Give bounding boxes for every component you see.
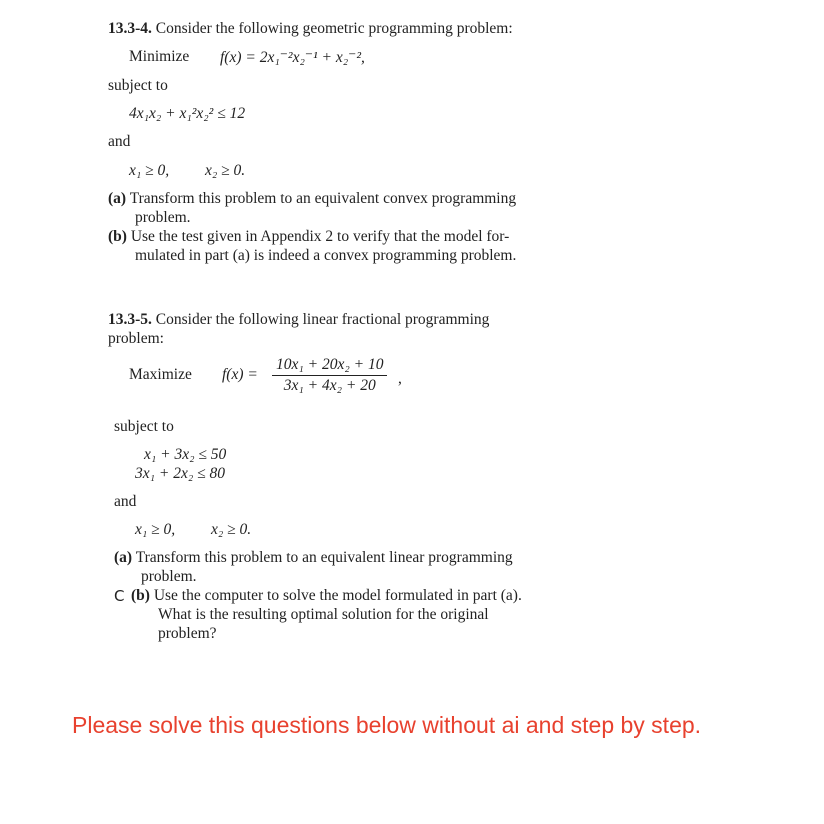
computer-tag: C bbox=[114, 587, 125, 605]
objective-function: f(x) = 2x₁⁻²x₂⁻¹ + x₂⁻², bbox=[220, 49, 365, 66]
objective-label: Minimize bbox=[129, 48, 190, 65]
and-label: and bbox=[114, 493, 137, 510]
part-a-text: Transform this problem to an equivalent convex programming bbox=[129, 190, 517, 207]
part-a-text: Transform this problem to an equivalent linear programming bbox=[135, 549, 513, 566]
fraction-numerator: 10x₁ + 20x₂ + 10 bbox=[272, 356, 387, 376]
objective-trailing-comma: , bbox=[398, 370, 402, 387]
nonneg-x2: x₂ ≥ 0. bbox=[205, 162, 246, 179]
part-b-text-cont-1: What is the resulting optimal solution for the original bbox=[158, 606, 489, 623]
problem-intro: Consider the following geometric programming problem: bbox=[155, 20, 513, 37]
nonneg-x1: x₁ ≥ 0, bbox=[129, 162, 170, 179]
part-a bbox=[108, 190, 516, 208]
objective-lhs: f(x) = bbox=[222, 366, 258, 383]
part-b-text-cont: mulated in part (a) is indeed a convex programming problem. bbox=[135, 247, 517, 264]
objective-label: Maximize bbox=[129, 366, 192, 383]
part-a-text-cont: problem. bbox=[135, 209, 191, 226]
objective-fraction bbox=[272, 356, 387, 395]
problem-intro-cont: problem: bbox=[108, 330, 164, 347]
problem-number: 13.3-5. bbox=[108, 311, 152, 328]
part-b bbox=[108, 228, 509, 246]
solve-request-note: Please solve this questions below without ai and step by step. bbox=[72, 712, 702, 738]
and-label: and bbox=[108, 133, 131, 150]
part-b-text: Use the computer to solve the model formulated in part (a). bbox=[153, 587, 522, 604]
part-a bbox=[114, 549, 513, 567]
nonneg-x2: x₂ ≥ 0. bbox=[211, 521, 252, 538]
problem-number: 13.3-4. bbox=[108, 20, 152, 37]
part-a-label: (a) bbox=[108, 190, 127, 207]
problem-13-3-5-header bbox=[108, 311, 489, 329]
part-b-label: (b) bbox=[131, 587, 150, 604]
nonneg-x1: x₁ ≥ 0, bbox=[135, 521, 176, 538]
part-a-label: (a) bbox=[114, 549, 133, 566]
part-b bbox=[131, 587, 522, 605]
subject-to-label: subject to bbox=[108, 77, 168, 94]
problem-intro: Consider the following linear fractional programming bbox=[155, 311, 490, 328]
part-b-text-cont-2: problem? bbox=[158, 625, 217, 642]
part-b-text: Use the test given in Appendix 2 to verify that the model for- bbox=[130, 228, 510, 245]
subject-to-label: subject to bbox=[114, 418, 174, 435]
constraint: 4x₁x₂ + x₁²x₂² ≤ 12 bbox=[129, 105, 246, 122]
problem-13-3-4-header bbox=[108, 20, 513, 38]
constraint-2: 3x₁ + 2x₂ ≤ 80 bbox=[135, 465, 226, 482]
fraction-denominator: 3x₁ + 4x₂ + 20 bbox=[283, 377, 376, 394]
constraint-1: x₁ + 3x₂ ≤ 50 bbox=[144, 446, 227, 463]
part-a-text-cont: problem. bbox=[141, 568, 197, 585]
part-b-label: (b) bbox=[108, 228, 127, 245]
